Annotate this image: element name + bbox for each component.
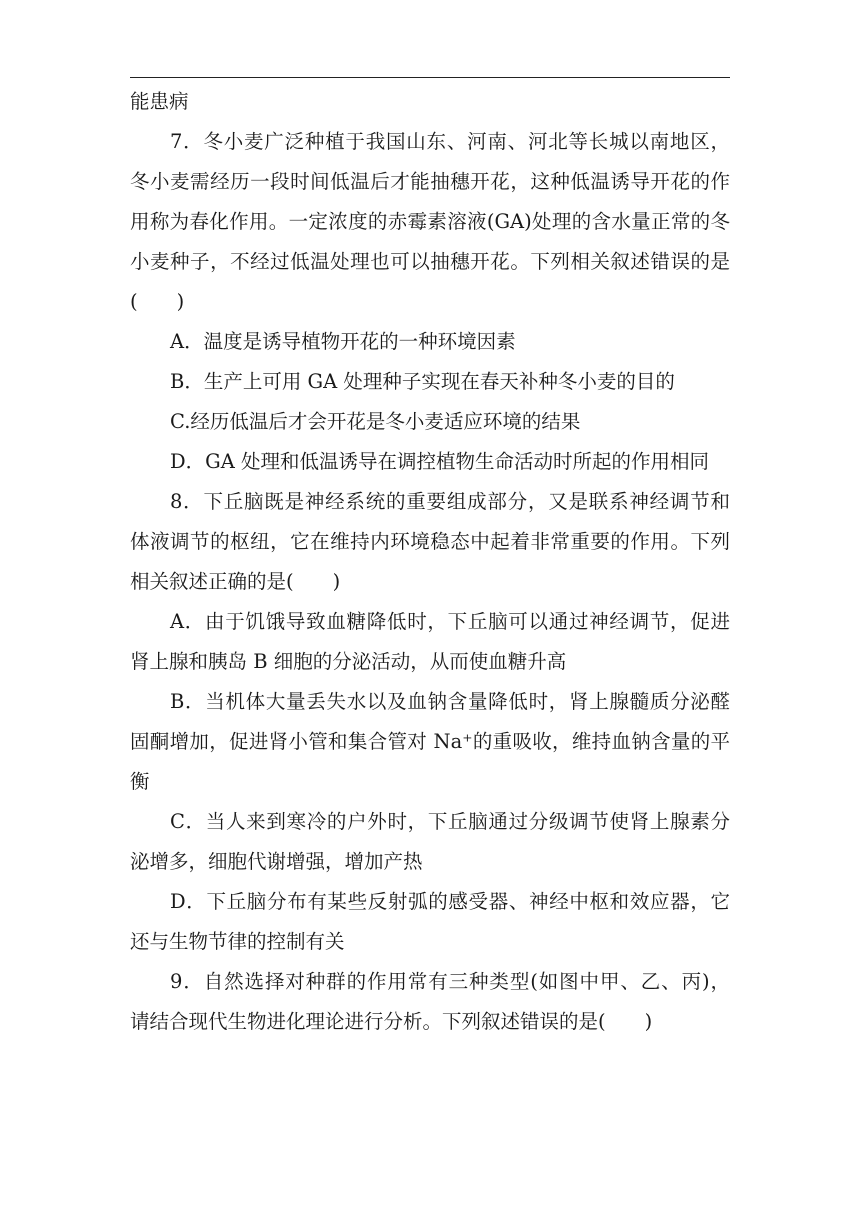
text-line: 肾上腺和胰岛 B 细胞的分泌活动，从而使血糖升高: [130, 650, 567, 673]
text-line: 能患病: [130, 90, 189, 113]
text-line: 用称为春化作用。一定浓度的赤霉素溶液(GA)处理的含水量正常的冬: [130, 210, 730, 233]
text-line: A．由于饥饿导致血糖降低时，下丘脑可以通过神经调节，促进: [170, 610, 730, 633]
text-line: 7．冬小麦广泛种植于我国山东、河南、河北等长城以南地区，: [170, 130, 730, 153]
text-line: ( ): [130, 290, 185, 313]
text-line: 冬小麦需经历一段时间低温后才能抽穗开花，这种低温诱导开花的作: [130, 170, 730, 193]
text-line: B．当机体大量丢失水以及血钠含量降低时，肾上腺髓质分泌醛: [170, 690, 730, 713]
text-line: 体液调节的枢纽，它在维持内环境稳态中起着非常重要的作用。下列: [130, 530, 730, 553]
text-line: 衡: [130, 770, 150, 793]
text-line: C．当人来到寒冷的户外时，下丘脑通过分级调节使肾上腺素分: [170, 810, 730, 833]
text-line: 还与生物节律的控制有关: [130, 930, 345, 953]
text-line: 9．自然选择对种群的作用常有三种类型(如图中甲、乙、丙)，: [170, 970, 730, 993]
text-line: 小麦种子，不经过低温处理也可以抽穗开花。下列相关叙述错误的是: [130, 250, 730, 273]
text-line: 泌增多，细胞代谢增强，增加产热: [130, 850, 423, 873]
text-line: B．生产上可用 GA 处理种子实现在春天补种冬小麦的目的: [170, 370, 675, 393]
text-line: 请结合现代生物进化理论进行分析。下列叙述错误的是( ): [130, 1010, 653, 1033]
text-line: 固酮增加，促进肾小管和集合管对 Na⁺的重吸收，维持血钠含量的平: [130, 730, 730, 753]
text-line: D．下丘脑分布有某些反射弧的感受器、神经中枢和效应器，它: [170, 890, 730, 913]
text-line: C.经历低温后才会开花是冬小麦适应环境的结果: [170, 410, 581, 433]
text-line: 8．下丘脑既是神经系统的重要组成部分，又是联系神经调节和: [170, 490, 730, 513]
text-line: D．GA 处理和低温诱导在调控植物生命活动时所起的作用相同: [170, 450, 709, 473]
text-line: 相关叙述正确的是( ): [130, 570, 341, 593]
text-line: A．温度是诱导植物开花的一种环境因素: [170, 330, 516, 353]
